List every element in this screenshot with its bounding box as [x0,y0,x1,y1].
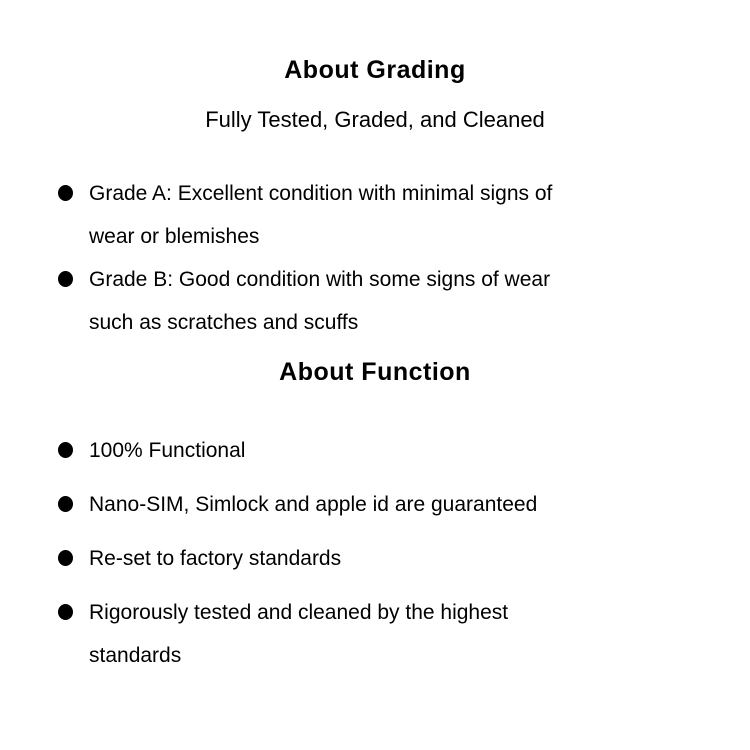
list-item-text [89,591,508,677]
list-item-text [89,537,341,580]
list-item-text [89,258,550,344]
list-item-text [89,483,537,526]
list-item [58,258,710,344]
list-item-line: Grade B: Good condition with some signs of wear [89,268,551,291]
list-item-line: Re-set to factory standards [89,547,342,570]
bullet-icon [58,442,73,458]
bullet-icon [58,550,73,566]
list-item-line: Grade A: Excellent condition with minimal signs of [89,182,553,205]
function-section-title: About Function [279,358,471,386]
list-item-text [89,172,552,258]
list-item [58,591,710,677]
grading-list [0,172,750,344]
grading-section-title: About Grading [284,56,466,84]
bullet-icon [58,185,73,201]
bullet-icon [58,271,73,287]
list-item [58,172,710,258]
list-item-line: Rigorously tested and cleaned by the highest [89,601,509,624]
list-item-line: wear or blemishes [89,225,260,248]
bullet-icon [58,604,73,620]
list-item-line: standards [89,644,182,667]
list-item-text [89,429,245,472]
list-item [58,537,710,580]
bullet-icon [58,496,73,512]
list-item-line: such as scratches and scuffs [89,311,359,334]
function-list [0,429,750,677]
list-item-line: 100% Functional [89,439,246,462]
list-item [58,483,710,526]
list-item [58,429,710,472]
list-item-line: Nano-SIM, Simlock and apple id are guaranteed [89,493,538,516]
grading-subtitle: Fully Tested, Graded, and Cleaned [205,107,545,132]
